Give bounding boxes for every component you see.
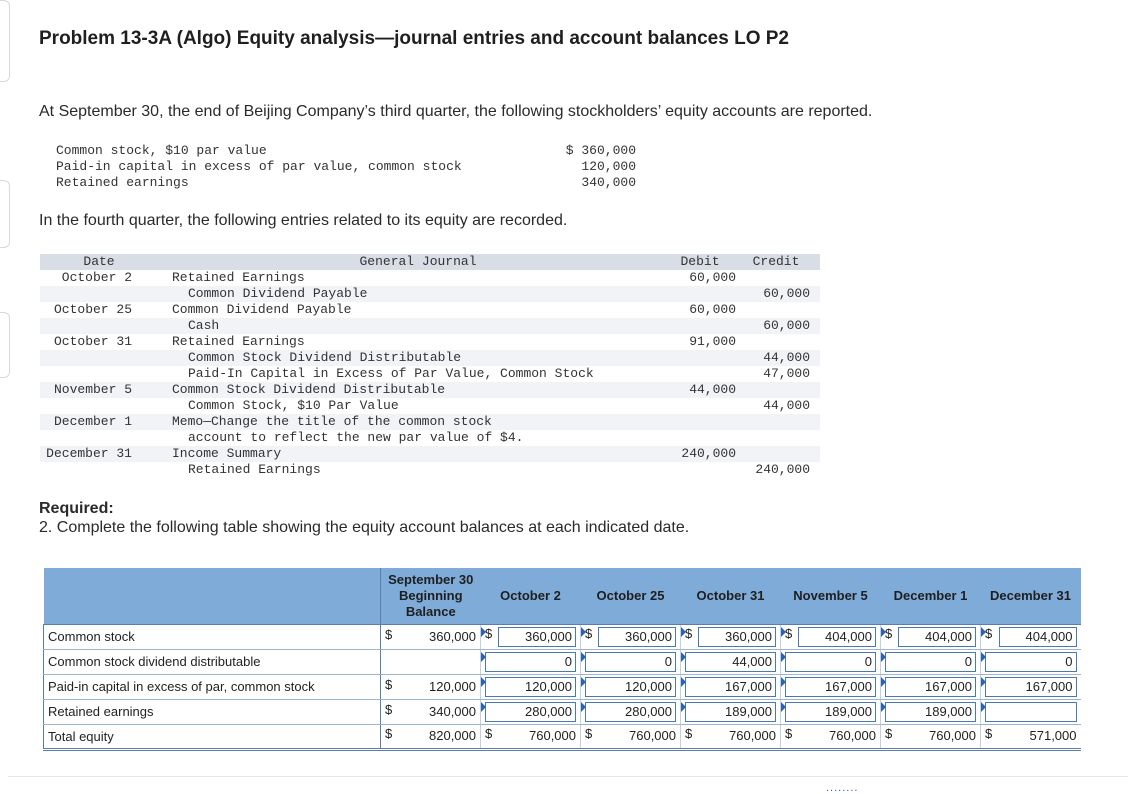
journal-credit bbox=[742, 302, 820, 318]
journal-description: Cash bbox=[158, 318, 664, 334]
side-tab-top[interactable] bbox=[0, 0, 10, 82]
input-marker-icon bbox=[881, 627, 886, 637]
balance-value: 760,000 bbox=[629, 728, 676, 743]
equity-cell bbox=[481, 624, 581, 649]
journal-credit bbox=[742, 430, 820, 446]
equity-cell bbox=[381, 674, 481, 699]
journal-description: Retained Earnings bbox=[172, 270, 305, 285]
journal-credit bbox=[742, 334, 820, 350]
equity-cell bbox=[481, 674, 581, 699]
side-tab-lower[interactable] bbox=[0, 312, 10, 378]
journal-credit: 44,000 bbox=[742, 350, 820, 366]
input-marker-icon bbox=[681, 652, 686, 662]
journal-description: Paid-In Capital in Excess of Par Value, Common Stock bbox=[188, 366, 594, 381]
journal-credit: 47,000 bbox=[763, 366, 810, 381]
equity-cell bbox=[881, 699, 981, 724]
journal-description: Memo—Change the title of the common stock bbox=[158, 414, 664, 430]
input-marker-icon bbox=[781, 627, 786, 637]
journal-credit bbox=[742, 270, 820, 286]
journal-debit bbox=[664, 398, 742, 414]
equity-body bbox=[44, 624, 1081, 749]
equity-cell bbox=[381, 624, 481, 649]
equity-cell bbox=[981, 724, 1081, 749]
equity-cell bbox=[881, 649, 981, 674]
equity-cell bbox=[381, 649, 481, 674]
equity-cell bbox=[881, 724, 981, 749]
equity-cell bbox=[981, 699, 1081, 724]
balance-input[interactable]: 189,000 bbox=[785, 702, 876, 722]
balance-input[interactable]: 0 bbox=[485, 652, 576, 672]
journal-debit: 60,000 bbox=[689, 302, 736, 317]
account-name: Paid-in capital in excess of par value, common stock bbox=[56, 159, 462, 174]
equity-header-october-2: October 2 bbox=[481, 568, 581, 624]
input-marker-icon bbox=[781, 677, 786, 687]
journal-credit: 240,000 bbox=[755, 462, 810, 477]
equity-row-label: Common stock bbox=[44, 624, 381, 649]
input-marker-icon bbox=[981, 677, 986, 687]
equity-cell bbox=[981, 649, 1081, 674]
journal-description: account to reflect the new par value of $4. bbox=[188, 430, 524, 445]
journal-row bbox=[40, 414, 820, 430]
equity-row-label: Paid-in capital in excess of par, common stock bbox=[44, 674, 381, 699]
journal-debit bbox=[664, 414, 742, 430]
input-marker-icon bbox=[981, 652, 986, 662]
equity-row bbox=[44, 624, 1081, 649]
dollar-sign: $ bbox=[685, 625, 693, 641]
account-balances-table bbox=[56, 143, 636, 191]
required-instruction: 2. Complete the following table showing the equity account balances at each indicated date. bbox=[39, 519, 690, 536]
input-marker-icon bbox=[681, 702, 686, 712]
balance-input[interactable]: 360,000 bbox=[598, 627, 676, 647]
journal-description: Common Dividend Payable bbox=[172, 302, 352, 317]
balance-input[interactable]: 120,000 bbox=[485, 677, 576, 697]
required-section bbox=[39, 499, 689, 537]
required-label: Required: bbox=[39, 500, 114, 517]
equity-row bbox=[44, 724, 1081, 749]
journal-date: October 2 bbox=[61, 270, 132, 285]
journal-credit bbox=[742, 382, 820, 398]
journal-row bbox=[40, 302, 820, 318]
input-marker-icon bbox=[481, 677, 486, 687]
bottom-divider bbox=[8, 776, 1128, 777]
equity-header-october-31: October 31 bbox=[681, 568, 781, 624]
journal-debit bbox=[664, 286, 742, 302]
input-marker-icon bbox=[481, 627, 486, 637]
equity-cell bbox=[781, 724, 881, 749]
equity-cell bbox=[581, 724, 681, 749]
journal-header-general: General Journal bbox=[158, 254, 664, 270]
equity-cell bbox=[681, 724, 781, 749]
side-tab-middle[interactable] bbox=[0, 180, 10, 248]
dollar-sign: $ bbox=[985, 726, 993, 741]
dollar-sign: $ bbox=[785, 625, 793, 641]
account-row bbox=[56, 143, 636, 159]
journal-row bbox=[40, 382, 820, 398]
dollar-sign: $ bbox=[585, 625, 593, 641]
journal-body bbox=[40, 270, 820, 478]
input-marker-icon bbox=[881, 677, 886, 687]
balance-value: 820,000 bbox=[429, 728, 476, 743]
balance-input[interactable]: 189,000 bbox=[885, 702, 976, 722]
input-marker-icon bbox=[881, 702, 886, 712]
journal-row bbox=[40, 462, 820, 478]
equity-cell bbox=[681, 649, 781, 674]
journal-debit: 44,000 bbox=[664, 382, 742, 398]
account-name: Retained earnings bbox=[56, 175, 189, 190]
input-marker-icon bbox=[781, 652, 786, 662]
equity-balances-table bbox=[43, 568, 1081, 751]
input-marker-icon bbox=[781, 702, 786, 712]
journal-date: October 25 bbox=[53, 302, 132, 317]
input-marker-icon bbox=[681, 627, 686, 637]
dollar-sign: $ bbox=[885, 625, 893, 641]
equity-row bbox=[44, 674, 1081, 699]
journal-credit: 60,000 bbox=[742, 318, 820, 334]
journal-debit bbox=[664, 366, 742, 382]
equity-cell bbox=[581, 649, 681, 674]
equity-header-december-1: December 1 bbox=[881, 568, 981, 624]
journal-date bbox=[40, 350, 158, 366]
journal-description: Retained Earnings bbox=[188, 462, 321, 477]
input-marker-icon bbox=[981, 702, 986, 712]
journal-row bbox=[40, 286, 820, 302]
journal-description: Common Dividend Payable bbox=[158, 286, 664, 302]
journal-debit bbox=[664, 462, 742, 478]
equity-row bbox=[44, 699, 1081, 724]
balance-input[interactable]: 360,000 bbox=[498, 627, 576, 647]
journal-date: October 31 bbox=[53, 334, 132, 349]
dollar-sign: $ bbox=[385, 701, 393, 717]
journal-description: Income Summary bbox=[158, 446, 664, 462]
journal-debit: 240,000 bbox=[664, 446, 742, 462]
balance-input[interactable]: 0 bbox=[585, 652, 676, 672]
dollar-sign: $ bbox=[485, 625, 493, 641]
equity-header-december-31: December 31 bbox=[981, 568, 1081, 624]
equity-header-row bbox=[44, 568, 1081, 624]
equity-row-label: Retained earnings bbox=[44, 699, 381, 724]
dollar-sign: $ bbox=[485, 726, 493, 741]
intro-text: At September 30, the end of Beijing Company’s third quarter, the following stockholders’ equity accounts are reported. bbox=[39, 103, 873, 120]
equity-cell bbox=[781, 649, 881, 674]
journal-credit bbox=[742, 414, 820, 430]
journal-debit bbox=[664, 318, 742, 334]
equity-cell bbox=[781, 674, 881, 699]
account-amount: 120,000 bbox=[581, 159, 636, 174]
more-dots-icon[interactable]: ........ bbox=[826, 782, 859, 794]
balance-input[interactable]: 0 bbox=[885, 652, 976, 672]
input-marker-icon bbox=[681, 677, 686, 687]
equity-cell bbox=[481, 649, 581, 674]
input-marker-icon bbox=[481, 702, 486, 712]
account-amount: 340,000 bbox=[581, 175, 636, 190]
balance-input[interactable]: 404,000 bbox=[798, 627, 876, 647]
input-marker-icon bbox=[981, 627, 986, 637]
balance-value: 760,000 bbox=[729, 728, 776, 743]
equity-cell bbox=[581, 699, 681, 724]
balance-input[interactable] bbox=[985, 702, 1077, 722]
balance-input[interactable]: 0 bbox=[785, 652, 876, 672]
journal-header-debit: Debit bbox=[664, 254, 742, 270]
dollar-sign: $ bbox=[985, 625, 993, 641]
journal-row bbox=[40, 334, 820, 350]
dollar-sign: $ bbox=[385, 676, 393, 692]
balance-value: 760,000 bbox=[929, 728, 976, 743]
account-row bbox=[56, 175, 636, 191]
journal-date bbox=[40, 286, 158, 302]
equity-header-november-5: November 5 bbox=[781, 568, 881, 624]
equity-cell bbox=[781, 699, 881, 724]
journal-description: Retained Earnings bbox=[172, 334, 305, 349]
equity-cell bbox=[681, 674, 781, 699]
journal-credit: 60,000 bbox=[742, 286, 820, 302]
journal-date bbox=[40, 398, 158, 414]
balance-input[interactable]: 404,000 bbox=[898, 627, 976, 647]
journal-date bbox=[40, 462, 158, 478]
balance-value: 120,000 bbox=[429, 678, 476, 694]
journal-credit bbox=[742, 446, 820, 462]
journal-row bbox=[40, 270, 820, 286]
balance-input[interactable]: 189,000 bbox=[685, 702, 776, 722]
equity-cell bbox=[981, 624, 1081, 649]
balance-input[interactable]: 167,000 bbox=[985, 677, 1077, 697]
equity-cell bbox=[581, 674, 681, 699]
balance-input[interactable]: 404,000 bbox=[999, 627, 1077, 647]
fourth-quarter-text: In the fourth quarter, the following entries related to its equity are recorded. bbox=[39, 212, 568, 229]
balance-input[interactable]: 280,000 bbox=[585, 702, 676, 722]
account-name: Common stock, $10 par value bbox=[56, 143, 267, 158]
balance-input[interactable]: 120,000 bbox=[585, 677, 676, 697]
equity-cell bbox=[881, 674, 981, 699]
equity-header-september-30: September 30 Beginning Balance bbox=[381, 568, 481, 624]
dollar-sign: $ bbox=[385, 726, 393, 741]
balance-value: 760,000 bbox=[529, 728, 576, 743]
input-marker-icon bbox=[581, 677, 586, 687]
equity-header-blank bbox=[44, 568, 381, 624]
equity-cell bbox=[481, 699, 581, 724]
equity-cell bbox=[881, 624, 981, 649]
journal-credit: 44,000 bbox=[763, 398, 810, 413]
balance-value: 760,000 bbox=[829, 728, 876, 743]
input-marker-icon bbox=[581, 652, 586, 662]
input-marker-icon bbox=[581, 702, 586, 712]
journal-row bbox=[40, 446, 820, 462]
equity-cell bbox=[481, 724, 581, 749]
balance-input[interactable]: 167,000 bbox=[885, 677, 976, 697]
journal-debit bbox=[664, 350, 742, 366]
account-amount: $ 360,000 bbox=[565, 143, 636, 158]
account-row bbox=[56, 159, 636, 175]
journal-date bbox=[40, 366, 158, 382]
equity-cell bbox=[381, 724, 481, 749]
equity-cell bbox=[381, 699, 481, 724]
journal-row bbox=[40, 350, 820, 366]
journal-description: Common Stock Dividend Distributable bbox=[158, 350, 664, 366]
journal-date: November 5 bbox=[40, 382, 158, 398]
input-marker-icon bbox=[881, 652, 886, 662]
journal-header-row bbox=[40, 254, 820, 270]
dollar-sign: $ bbox=[385, 626, 393, 642]
journal-date bbox=[40, 318, 158, 334]
journal-row bbox=[40, 430, 820, 446]
input-marker-icon bbox=[581, 627, 586, 637]
dollar-sign: $ bbox=[885, 726, 893, 741]
balance-value: 340,000 bbox=[429, 703, 476, 719]
dollar-sign: $ bbox=[785, 726, 793, 741]
balance-input[interactable]: 167,000 bbox=[785, 677, 876, 697]
equity-row bbox=[44, 649, 1081, 674]
page-title: Problem 13-3A (Algo) Equity analysis—journal entries and account balances LO P2 bbox=[39, 28, 789, 49]
journal-description: Common Stock, $10 Par Value bbox=[188, 398, 399, 413]
equity-cell bbox=[981, 674, 1081, 699]
equity-row-label: Common stock dividend distributable bbox=[44, 649, 381, 674]
dollar-sign: $ bbox=[585, 726, 593, 741]
balance-input[interactable]: 44,000 bbox=[685, 652, 776, 672]
journal-header-credit: Credit bbox=[742, 254, 820, 270]
balance-value: 360,000 bbox=[429, 628, 476, 644]
equity-cell bbox=[781, 624, 881, 649]
journal-row bbox=[40, 398, 820, 414]
journal-debit: 60,000 bbox=[689, 270, 736, 285]
journal-date bbox=[40, 430, 158, 446]
journal-row bbox=[40, 318, 820, 334]
balance-input[interactable]: 0 bbox=[985, 652, 1077, 672]
balance-input[interactable]: 360,000 bbox=[698, 627, 776, 647]
journal-date: December 1 bbox=[40, 414, 158, 430]
dollar-sign: $ bbox=[685, 726, 693, 741]
general-journal-table bbox=[40, 254, 820, 478]
journal-description: Common Stock Dividend Distributable bbox=[158, 382, 664, 398]
equity-cell bbox=[681, 624, 781, 649]
journal-date: December 31 bbox=[40, 446, 158, 462]
balance-input[interactable]: 167,000 bbox=[685, 677, 776, 697]
balance-input[interactable]: 280,000 bbox=[485, 702, 576, 722]
dollar-sign bbox=[385, 652, 395, 672]
equity-cell bbox=[681, 699, 781, 724]
equity-cell bbox=[581, 624, 681, 649]
input-marker-icon bbox=[481, 652, 486, 662]
journal-header-date: Date bbox=[40, 254, 158, 270]
balance-value: 571,000 bbox=[1029, 728, 1077, 743]
journal-row bbox=[40, 366, 820, 382]
journal-debit bbox=[664, 430, 742, 446]
equity-header-october-25: October 25 bbox=[581, 568, 681, 624]
journal-debit: 91,000 bbox=[689, 334, 736, 349]
equity-row-label: Total equity bbox=[44, 724, 381, 749]
